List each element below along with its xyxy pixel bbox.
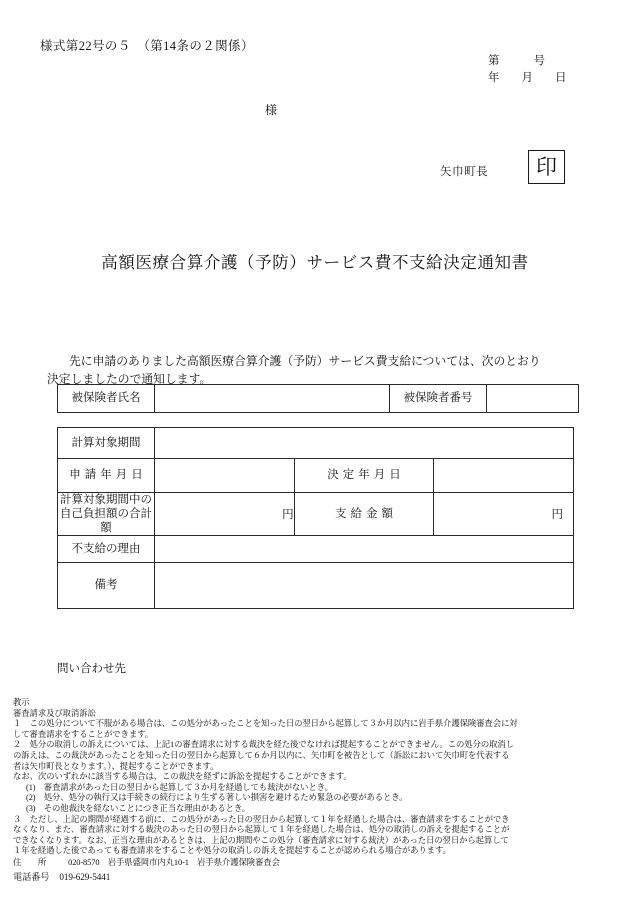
- payment-amount-unit[interactable]: 円: [434, 493, 574, 536]
- notice-item-3-line-2: なくなり、また、審査請求に対する裁決のあった日の翌日から起算して１年を経過した場合は、処分の取消しの訴えを提起することが: [13, 825, 510, 835]
- application-date-value[interactable]: [155, 459, 295, 493]
- intro-line-1: 先に申請のありました高額医療合算介護（予防）サービス費支給については、次のとおり: [69, 354, 541, 368]
- form-code: 様式第22号の５ （第14条の２関係）: [40, 39, 254, 53]
- notice-item-1-line-1: １ この処分について不服がある場合は、この処分があったことを知った日の翌日から起算して３か月以内に岩手県介護保険審査会に対: [13, 719, 518, 729]
- insured-number-value[interactable]: [487, 385, 579, 413]
- application-date-label: 申請年月日: [58, 459, 155, 493]
- legal-notice-block: [13, 698, 621, 882]
- date-month-label: 月: [521, 72, 533, 84]
- contact-label: 問い合わせ先: [57, 663, 126, 675]
- review-board-telephone: [13, 872, 621, 883]
- review-board-address: [13, 858, 621, 869]
- notice-item-2-line-3: 者は矢巾町長となります。）、提起することができます。: [13, 761, 219, 771]
- notice-item-1-line-2: して審査請求をすることができます。: [13, 729, 154, 739]
- table-row: [58, 428, 574, 459]
- table-row: [58, 563, 574, 609]
- document-number-line: [488, 53, 567, 70]
- notice-heading-appeal: 審査請求及び取消訴訟: [13, 708, 96, 718]
- insured-person-table: [57, 384, 579, 413]
- telephone-value: 019-629-5441: [59, 871, 111, 882]
- remarks-value[interactable]: [155, 563, 574, 609]
- address-label: 住 所: [13, 857, 47, 867]
- non-payment-reason-value[interactable]: [155, 536, 574, 563]
- non-payment-reason-label: 不支給の理由: [58, 536, 155, 563]
- telephone-label: 電話番号: [13, 871, 50, 882]
- notice-item-3-line-1: ３ ただし、上記の期間が経過する前に、この処分があった日の翌日から起算して１年を経過した場合は、審査請求をすることができ: [13, 814, 510, 824]
- page-title: 高額医療合算介護（予防）サービス費不支給決定通知書: [101, 253, 529, 272]
- seal-box: [528, 150, 565, 184]
- notice-nao-line: なお、次のいずれかに該当する場合は、この裁決を経ずに訴訟を提起することができます。: [13, 772, 352, 782]
- insured-name-value[interactable]: [155, 385, 390, 413]
- self-payment-total-label: [58, 493, 155, 536]
- document-number-prefix: 第: [488, 55, 500, 67]
- date-day-label: 日: [555, 72, 567, 84]
- self-payment-total-unit[interactable]: 円: [155, 493, 295, 536]
- notice-heading-instruction: 教示: [13, 698, 30, 707]
- notice-item-3-line-4: １年を経過した後であっても審査請求をすることや処分の取消しの訴えを提起することが認められる場合があります。: [13, 846, 451, 856]
- decision-detail-table: [57, 427, 574, 609]
- date-year-label: 年: [488, 72, 500, 84]
- table-row: [58, 385, 579, 413]
- addressee-honorific: 様: [265, 103, 278, 117]
- decision-date-value[interactable]: [434, 459, 574, 493]
- issuer-name: 矢巾町長: [440, 166, 489, 178]
- notice-subitem-3: (3) その他裁決を経ないことにつき正当な理由があるとき。: [26, 803, 251, 813]
- table-row: [58, 536, 574, 563]
- insured-name-label: 被保険者氏名: [58, 385, 155, 413]
- notice-item-3-line-3: できなくなります。なお、正当な理由があるときは、上記の期間やこの処分（審査請求に対する裁決）があった日の翌日から起算して: [13, 835, 509, 845]
- document-number-suffix: 号: [533, 55, 545, 67]
- decision-date-label: 決定年月日: [294, 459, 434, 493]
- remarks-label: 備考: [58, 563, 155, 609]
- table-row: [58, 459, 574, 493]
- notice-item-2-line-2: の訴えは、この裁決があったことを知った日の翌日から起算して６か月以内に、矢巾町を被告として（訴訟において矢巾町を代表する: [13, 750, 510, 760]
- calculation-period-label: 計算対象期間: [58, 428, 155, 459]
- address-value: 020-8570 岩手県盛岡市内丸10-1 岩手県介護保険審査会: [68, 857, 280, 867]
- self-payment-total-label-line1: 計算対象期間中の: [60, 494, 152, 506]
- document-date-line: [488, 70, 567, 87]
- intro-paragraph: [47, 352, 567, 388]
- payment-amount-label: 支給金額: [294, 493, 434, 536]
- notice-subitem-2: (2) 処分、処分の執行又は手続きの続行により生ずる著しい損害を避けるため緊急の必要があるとき。: [26, 793, 408, 803]
- intro-line-2: 決定しましたので通知します。: [47, 372, 212, 386]
- notice-subitem-1: (1) 審査請求があった日の翌日から起算して３か月を経過しても裁決がないとき。: [26, 782, 333, 792]
- seal-glyph: 印: [536, 154, 557, 179]
- insured-number-label: 被保険者番号: [390, 385, 487, 413]
- table-row: [58, 493, 574, 536]
- notice-item-2-line-1: ２ 処分の取消しの訴えについては、上記1の審査請求に対する裁決を経た後でなければ提起することができません。この処分の取消し: [13, 740, 514, 750]
- calculation-period-value[interactable]: [155, 428, 574, 459]
- self-payment-total-label-line2: 自己負担額の合計額: [60, 508, 152, 534]
- document-number-date-block: [488, 53, 567, 87]
